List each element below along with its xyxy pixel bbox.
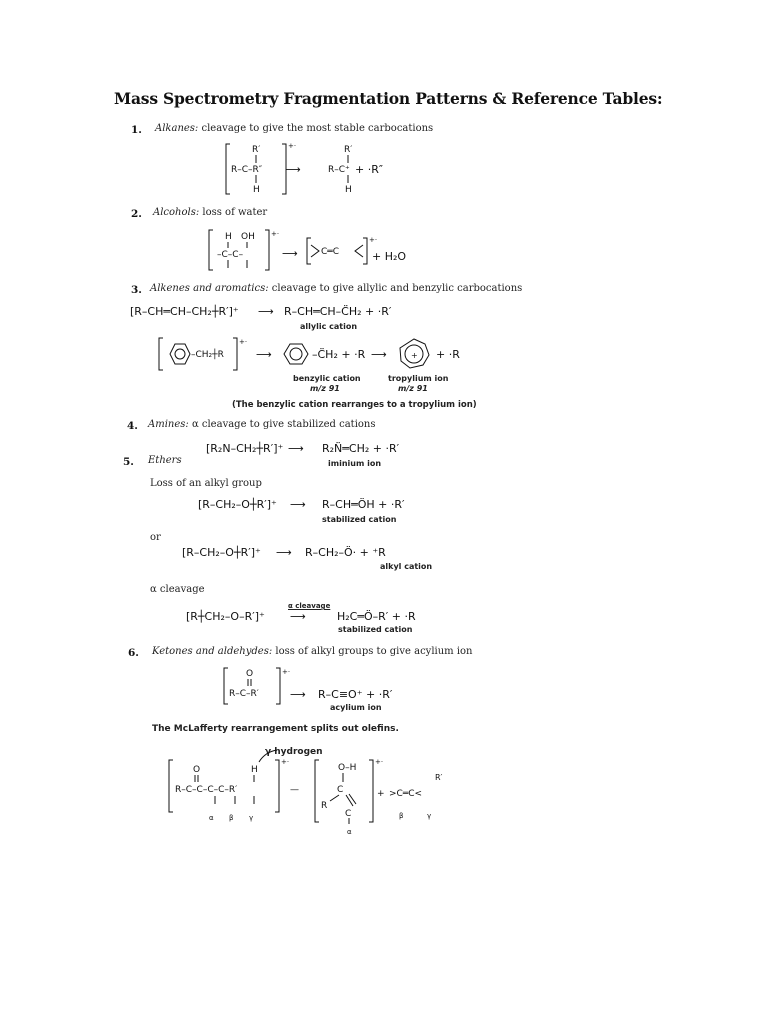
amine-reactant: [R₂N–CH₂┼R′]⁺ — [206, 442, 284, 455]
ether2-arrow: ⟶ — [276, 546, 292, 559]
or-text: or — [150, 532, 161, 543]
ether2-reactant: [R–CH₂–O┼R′]⁺ — [182, 546, 261, 559]
svg-text:O: O — [193, 765, 201, 775]
svg-text:+·: +· — [239, 338, 248, 346]
alkane-h: H — [253, 185, 260, 195]
ether3-arrow: ⟶ — [290, 610, 306, 623]
alcohol-products: + H₂O — [372, 250, 407, 263]
ether3-stabilized-label: stabilized cation — [338, 625, 413, 634]
alkane-products: + ·R″ — [355, 163, 383, 176]
ether1-reactant: [R–CH₂–O┼R′]⁺ — [198, 498, 277, 511]
svg-text:R′: R′ — [435, 773, 443, 782]
section-4-heading — [148, 419, 375, 430]
section-6-heading — [152, 646, 473, 657]
amine-arrow: ⟶ — [288, 442, 304, 455]
iminium-ion-label: iminium ion — [328, 459, 382, 468]
benzylic-mz: m/z 91 — [310, 384, 340, 393]
svg-text:–CH₂┼R: –CH₂┼R — [191, 350, 224, 360]
loss-alkyl-text: Loss of an alkyl group — [150, 478, 262, 489]
svg-text:>C═C<: >C═C< — [389, 789, 423, 799]
ether2-products: R–CH₂–Ö· + ⁺R — [305, 546, 386, 559]
svg-text:+·: +· — [369, 236, 378, 244]
allylic-reactant: [R–CH═CH–CH₂┼R′]⁺ — [130, 305, 239, 318]
ether3-products: H₂C═Ö–R′ + ·R — [337, 610, 416, 623]
section-3-heading — [150, 283, 522, 294]
section-3-number: 3. — [131, 284, 142, 296]
alcohol-arrow: ⟶ — [282, 247, 298, 260]
section-6-number: 6. — [128, 647, 139, 659]
ketone-structure — [220, 666, 290, 706]
svg-text:+: + — [411, 351, 418, 360]
svg-text:+·: +· — [271, 230, 280, 238]
svg-text:β: β — [399, 812, 404, 820]
section-6-category: Ketones and aldehydes: — [152, 646, 273, 657]
tropylium-rearrangement-note: (The benzylic cation rearranges to a tropylium ion) — [232, 400, 477, 410]
tropylium-mz: m/z 91 — [398, 384, 428, 393]
alkyl-cation-label: alkyl cation — [380, 562, 433, 571]
acylium-ion-label: acylium ion — [330, 703, 382, 712]
section-2-heading — [153, 207, 267, 218]
svg-text:α: α — [347, 828, 352, 836]
svg-text:+: + — [377, 789, 385, 799]
ketone-arrow: ⟶ — [290, 688, 306, 701]
benzyl-products: –C̈H₂ + ·R — [312, 348, 366, 361]
svg-text:γ: γ — [427, 812, 432, 820]
svg-text:H: H — [345, 185, 352, 195]
tropylium-ring-icon — [396, 336, 432, 372]
mclafferty-text: The McLafferty rearrangement splits out olefins. — [152, 724, 399, 734]
benzyl-ring-icon — [280, 338, 316, 370]
section-6-desc: loss of alkyl groups to give acylium ion — [275, 646, 473, 657]
tropylium-ion-label: tropylium ion — [388, 374, 449, 383]
alcohol-structure — [205, 228, 280, 274]
svg-text:α: α — [209, 814, 214, 822]
section-2-number: 2. — [131, 208, 142, 220]
section-5-number: 5. — [123, 456, 134, 468]
ether1-stabilized-label: stabilized cation — [322, 515, 397, 524]
alkene-product-structure — [305, 236, 378, 266]
section-1-heading — [155, 123, 433, 134]
section-1-number: 1. — [131, 124, 142, 136]
tropylium-products: + ·R — [436, 348, 460, 361]
tropylium-arrow: ⟶ — [371, 348, 387, 361]
svg-text:O: O — [246, 669, 254, 679]
svg-text:R–C–C–C–C–R′: R–C–C–C–C–R′ — [175, 785, 238, 795]
svg-text:H: H — [251, 765, 258, 775]
svg-text:R′: R′ — [344, 145, 353, 155]
svg-text:O–H: O–H — [338, 763, 357, 773]
svg-text:+·: +· — [288, 142, 297, 150]
svg-text:OH: OH — [241, 232, 255, 242]
mclafferty-structure — [165, 756, 455, 836]
section-3-desc: cleavage to give allylic and benzylic carbocations — [271, 283, 523, 294]
ether3-reactant: [R┼CH₂–O–R′]⁺ — [186, 610, 265, 623]
svg-text:γ: γ — [249, 814, 254, 822]
section-3-category: Alkenes and aromatics: — [150, 283, 269, 294]
ether1-products: R–CH═ÖH + ·R′ — [322, 498, 405, 511]
section-4-desc: α cleavage to give stabilized cations — [191, 419, 376, 430]
section-1-desc: cleavage to give the most stable carbocations — [201, 123, 434, 134]
ketone-products: R–C≡O⁺ + ·R′ — [318, 688, 393, 701]
section-5-category: Ethers — [148, 455, 182, 466]
section-5-heading — [148, 455, 182, 466]
svg-text:R–C⁺: R–C⁺ — [328, 165, 350, 175]
section-2-desc: loss of water — [202, 207, 268, 218]
svg-text:β: β — [229, 814, 234, 822]
alpha-cleavage-text: α cleavage — [150, 584, 205, 595]
section-4-category: Amines: — [148, 419, 189, 430]
svg-text:+·: +· — [282, 668, 291, 676]
benzyl-arrow: ⟶ — [256, 348, 272, 361]
svg-text:C═C: C═C — [321, 247, 339, 257]
svg-text:R–C–R′: R–C–R′ — [229, 689, 259, 699]
allylic-cation-label: allylic cation — [300, 322, 358, 331]
svg-text:+·: +· — [281, 758, 290, 766]
section-1-category: Alkanes: — [155, 123, 199, 134]
section-2-category: Alcohols: — [153, 207, 200, 218]
section-4-number: 4. — [127, 420, 138, 432]
svg-text:C: C — [345, 809, 352, 819]
alkane-r-prime: R′ — [252, 145, 261, 155]
amine-products: R₂N̈═CH₂ + ·R′ — [322, 442, 400, 455]
svg-text:H: H — [225, 232, 232, 242]
alpha-cleavage-arrow-label: α cleavage — [288, 602, 331, 610]
alkane-arrow: ⟶ — [285, 163, 301, 176]
alkane-r-c-r: R–C–R″ — [231, 165, 263, 175]
gamma-hydrogen-label: γ hydrogen — [265, 747, 323, 757]
allylic-arrow: ⟶ — [258, 305, 274, 318]
allylic-products: R–CH═CH–C̈H₂ + ·R′ — [284, 305, 392, 318]
ether1-arrow: ⟶ — [290, 498, 306, 511]
page-title: Mass Spectrometry Fragmentation Patterns & Reference Tables: — [114, 89, 663, 108]
benzylic-cation-label: benzylic cation — [293, 374, 361, 383]
svg-text:+·: +· — [375, 758, 384, 766]
svg-text:R: R — [321, 801, 328, 811]
svg-text:C: C — [337, 785, 344, 795]
svg-text:–C–C–: –C–C– — [217, 250, 244, 260]
benzyl-reactant-structure — [155, 336, 248, 372]
svg-text:—: — — [290, 785, 299, 795]
